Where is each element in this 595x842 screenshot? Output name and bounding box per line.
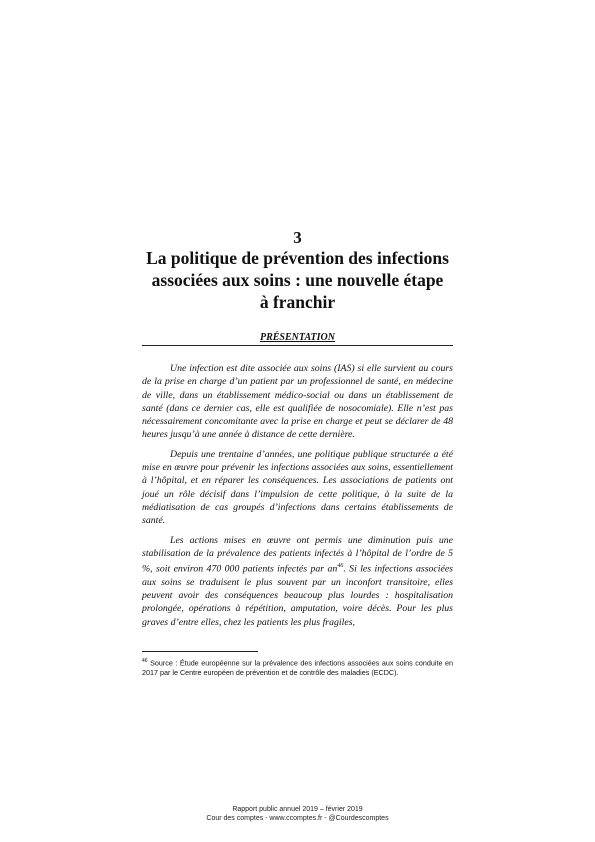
section-heading: PRÉSENTATION — [259, 332, 336, 343]
chapter-number: 3 — [293, 228, 302, 247]
paragraph: Depuis une trentaine d’années, une politique publique structurée a été mise en œuvre pour prévenir les infections associées aux soins, essentiellement à l’hôpital, et en réparer les conséquences. Les associations de patients ont joué un rôle décisif dans l’impulsion de cette politique, à la suite de la médiatisation de cas groupés d’infections dans certains établissements de santé. — [142, 448, 453, 527]
footnote — [142, 657, 453, 678]
paragraph: Une infection est dite associée aux soins (IAS) si elle survient au cours de la prise en charge d’un patient par un professionnel de santé, en médecine de ville, dans un établissement médico-social ou dans un établissement de santé (dans ce dernier cas, elle est qualifiée de nosocomiale). Elle n’est pas nécessairement concomitante avec la prise en charge et peut se déclarer de 48 heures jusqu’à une année à distance de cette dernière. — [142, 363, 453, 441]
chapter-title-line: à franchir — [259, 292, 336, 312]
footer-contact-line: Cour des comptes - www.ccomptes.fr - @Courdescomptes — [206, 815, 389, 822]
chapter-title-line: associées aux soins : une nouvelle étape — [151, 270, 444, 290]
section-rule — [142, 345, 453, 346]
footnote-reference[interactable]: 46 — [337, 563, 344, 570]
page-footer — [0, 805, 595, 823]
paragraph: Les actions mises en œuvre ont permis une diminution puis une stabilisation de la prévalence des patients infectés à l’hôpital de l’ordre de 5 %, soit environ 470 000 patients infectés par $an^{46}$. Si les infections associées aux soins se traduisent le plus souvent par un inconfort transitoire, elles peuvent avoir des conséquences beaucoup plus lourdes : hospitalisation prolongée, opérations à répétition, amputation, voire décès. Pour les plus graves d’entre elles, chez les patients les plus fragiles, — [142, 534, 453, 628]
footnote-rule — [142, 651, 258, 652]
paragraph-text: Si les infections associées aux soins se traduisent le plus souvent par un inconfort transitoire, elles peuvent avoir des conséquences beaucoup plus lourdes : hospitalisation prolongée, opérations à répétition, amputation, voire décès. Pour les plus graves d’entre elles, chez les patients les plus fragiles, — [142, 563, 453, 628]
footnote-marker: 46 — [142, 658, 148, 664]
chapter-title-line: La politique de prévention des infections — [146, 248, 449, 268]
footnote-text: Source : Étude européenne sur la prévalence des infections associées aux soins conduite en 2017 par le Centre européen de prévention et de contrôle des maladies (ECDC). — [142, 658, 453, 677]
presentation-body — [142, 362, 453, 635]
chapter-title — [120, 247, 475, 313]
paragraph-text: Les actions mises en œuvre ont permis une diminution puis une stabilisation de la prévalence des patients infectés à l’hôpital de l’ordre de 5 %, soit environ 470 000 patients infectés par an — [142, 534, 453, 575]
footer-report-line: Rapport public annuel 2019 – février 2019 — [232, 806, 363, 813]
